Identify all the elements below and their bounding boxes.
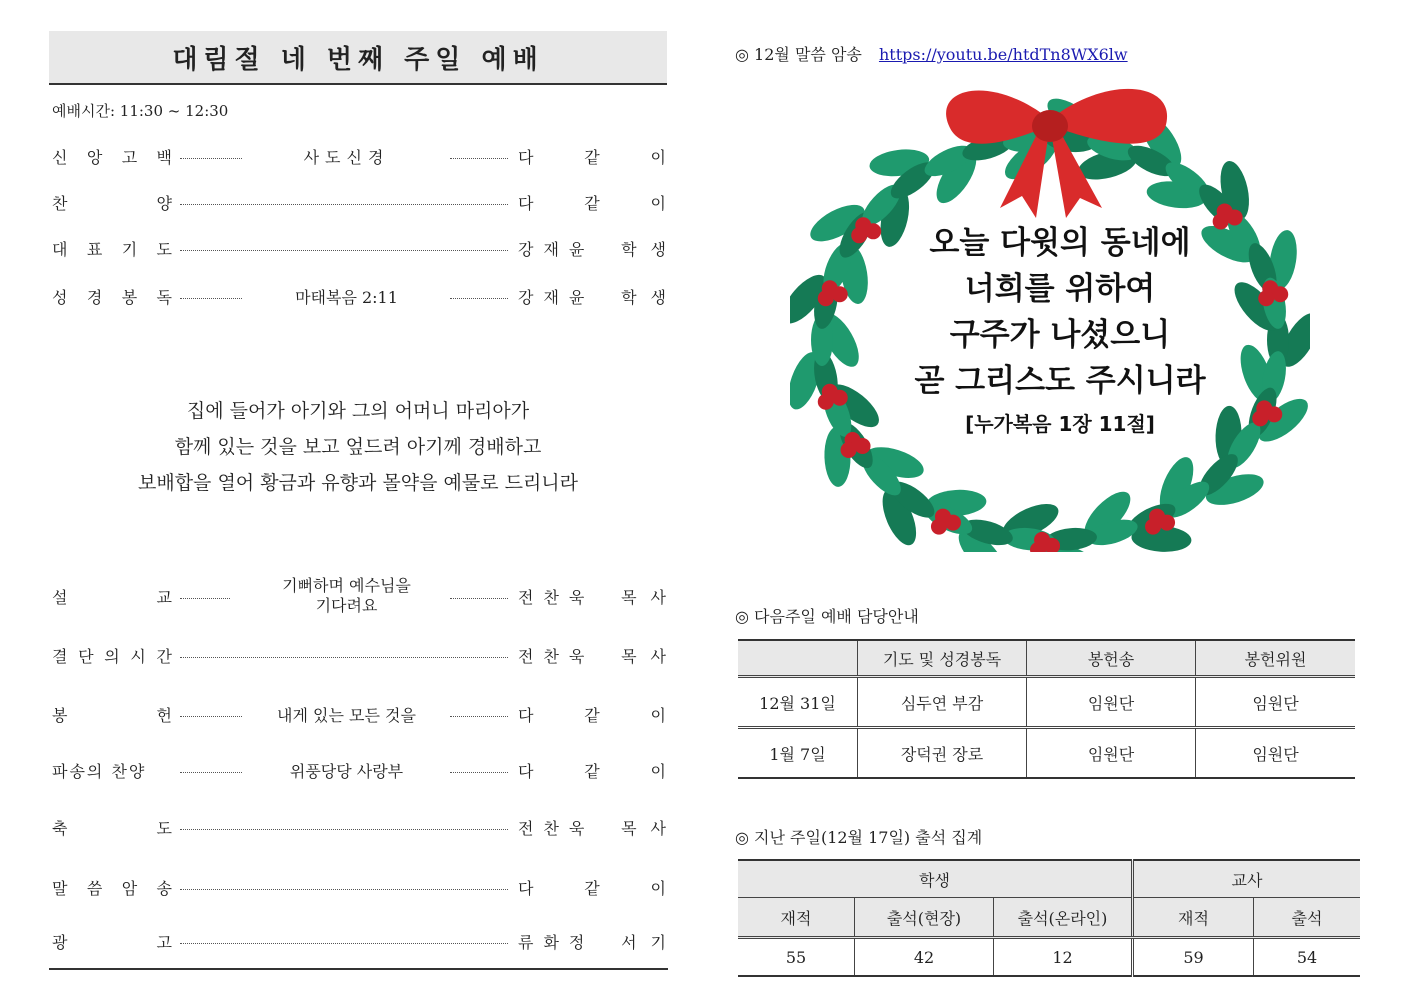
order-leader: 전찬욱 목사: [518, 819, 680, 838]
berry: [1272, 286, 1288, 302]
group-header-teachers: 교사: [1133, 860, 1361, 898]
order-row: [52, 644, 680, 670]
order-leader: 전찬욱 목사: [518, 647, 680, 666]
attendance-heading: ◎ 지난 주일(12월 17일) 출석 집계: [735, 828, 983, 847]
berry: [855, 438, 871, 454]
table-row: [738, 677, 1355, 728]
order-row: [52, 759, 666, 785]
attendance-value: 12: [994, 938, 1133, 977]
table-row: [738, 938, 1360, 977]
leader-dots: [180, 829, 508, 830]
order-label: 말 씀 암 송: [52, 879, 172, 898]
order-leader: 강재윤 학생: [518, 288, 680, 307]
duty-cell: 심두연 부감: [858, 677, 1027, 728]
order-label: 결 단 의 시 간: [52, 647, 172, 666]
leader-dots: [180, 158, 242, 159]
leader-dots: [180, 204, 508, 205]
page-title: 대림절 네 번째 주일 예배: [172, 44, 544, 75]
duty-date: 1월 7일: [769, 744, 826, 764]
bow-knot: [1032, 110, 1068, 142]
order-leader: 다 같 이: [518, 706, 666, 725]
leader-dots: [180, 298, 242, 299]
duty-col-header: 기도 및 성경봉독: [858, 640, 1027, 677]
order-leader: 다 같 이: [518, 879, 666, 898]
memory-heading: [735, 42, 1128, 65]
order-label: 설 교: [52, 588, 172, 607]
scripture-line: 함께 있는 것을 보고 엎드려 아기께 경배하고: [174, 436, 542, 458]
order-label: 찬 양: [52, 194, 172, 213]
order-content: 사도신경: [303, 148, 390, 167]
berry: [1258, 290, 1274, 306]
order-content: 위풍당당 사랑부: [289, 762, 404, 781]
berry: [818, 290, 834, 306]
leader-dots: [180, 716, 242, 717]
duty-table: [738, 639, 1355, 779]
duty-col-header: 봉헌송: [1027, 640, 1196, 677]
berry: [945, 515, 961, 531]
verse-line: 너희를 위하여: [964, 271, 1156, 307]
berry: [931, 519, 947, 535]
berry: [851, 227, 867, 243]
berry: [818, 394, 834, 410]
order-row: [52, 576, 680, 615]
leader-dots: [450, 158, 508, 159]
order-row: [52, 145, 666, 171]
order-content: 마태복음 2:11: [295, 288, 398, 307]
berry: [1266, 406, 1282, 422]
berry: [832, 390, 848, 406]
berry: [841, 442, 857, 458]
order-row: [52, 930, 680, 956]
duty-cell: 임원단: [1196, 728, 1356, 779]
attendance-col-header: 재적: [1133, 898, 1254, 938]
order-label: 신 앙 고 백: [52, 148, 172, 167]
service-time: 예배시간: 11:30 ~ 12:30: [52, 102, 229, 120]
order-leader: 다 같 이: [518, 194, 666, 213]
leader-dots: [180, 657, 508, 658]
leader-dots: [180, 889, 508, 890]
leader-dots: [450, 716, 508, 717]
attendance-value: 42: [855, 938, 994, 977]
order-leader: 다 같 이: [518, 762, 666, 781]
duty-cell: 임원단: [1196, 677, 1356, 728]
scripture-line: 보배합을 열어 황금과 유향과 몰약을 예물로 드리니라: [137, 472, 579, 494]
order-row: [52, 703, 666, 729]
berry: [1252, 410, 1268, 426]
order-leader: 강재윤 학생: [518, 240, 680, 259]
order-leader: 류화정 서기: [518, 933, 680, 952]
leader-dots: [180, 598, 230, 599]
duty-cell: 임원단: [1027, 728, 1196, 779]
duty-cell: 임원단: [1027, 677, 1196, 728]
berry: [1145, 519, 1161, 535]
attendance-col-header: 재적: [738, 898, 855, 938]
duty-cell: 장덕권 장로: [858, 728, 1027, 779]
verse-line: 곧 그리스도 주시니라: [914, 363, 1206, 399]
title-box: [49, 31, 667, 85]
order-leader: 다 같 이: [518, 148, 666, 167]
verse-line: 오늘 다윗의 동네에: [929, 225, 1191, 261]
order-row: [52, 237, 680, 263]
verse-line: 구주가 나셨으니: [949, 317, 1171, 353]
berry: [1159, 515, 1175, 531]
order-content: 기뻐하며 예수님을 기다려요: [282, 576, 411, 615]
leader-dots: [180, 250, 508, 251]
duty-col-header: [738, 640, 858, 677]
attendance-value: 54: [1254, 938, 1361, 977]
attendance-table: [738, 859, 1360, 977]
leader-dots: [450, 772, 508, 773]
order-label: 축 도: [52, 819, 172, 838]
duty-col-header: 봉헌위원: [1196, 640, 1356, 677]
duty-date: 12월 31일: [738, 677, 858, 728]
duty-heading: ◎ 다음주일 예배 담당안내: [735, 607, 919, 626]
verse-reference: [누가복음 1장 11절]: [965, 412, 1155, 436]
scripture-line: 집에 들어가 아기와 그의 어머니 마리아가: [186, 400, 530, 422]
order-label: 광 고: [52, 933, 172, 952]
memory-heading-text: ◎ 12월 말씀 암송: [735, 45, 862, 64]
leader-dots: [450, 298, 508, 299]
youtube-link[interactable]: https://youtu.be/htdTn8WX6lw: [878, 45, 1128, 64]
order-row: [52, 816, 680, 842]
order-label: 성 경 봉 독: [52, 288, 172, 307]
attendance-col-header: 출석(현장): [855, 898, 994, 938]
memory-verse: [870, 220, 1250, 444]
order-label: 파송의 찬양: [52, 762, 147, 781]
group-header-students: 학생: [738, 860, 1133, 898]
order-leader: 전찬욱 목사: [518, 588, 680, 607]
berry: [832, 286, 848, 302]
bottom-rule: [49, 968, 668, 970]
order-row: [52, 191, 666, 217]
attendance-col-header: 출석(온라인): [994, 898, 1133, 938]
leader-dots: [180, 943, 508, 944]
attendance-value: 59: [1133, 938, 1254, 977]
order-label: 대 표 기 도: [52, 240, 172, 259]
order-row: [52, 876, 666, 902]
leader-dots: [180, 772, 242, 773]
table-row: [738, 728, 1355, 779]
scripture-block: [49, 393, 667, 501]
leader-dots: [450, 598, 508, 599]
order-content: 내게 있는 모든 것을: [277, 706, 416, 725]
order-row: [52, 285, 680, 311]
order-label: 봉 헌: [52, 706, 172, 725]
attendance-col-header: 출석: [1254, 898, 1361, 938]
attendance-value: 55: [785, 947, 807, 967]
